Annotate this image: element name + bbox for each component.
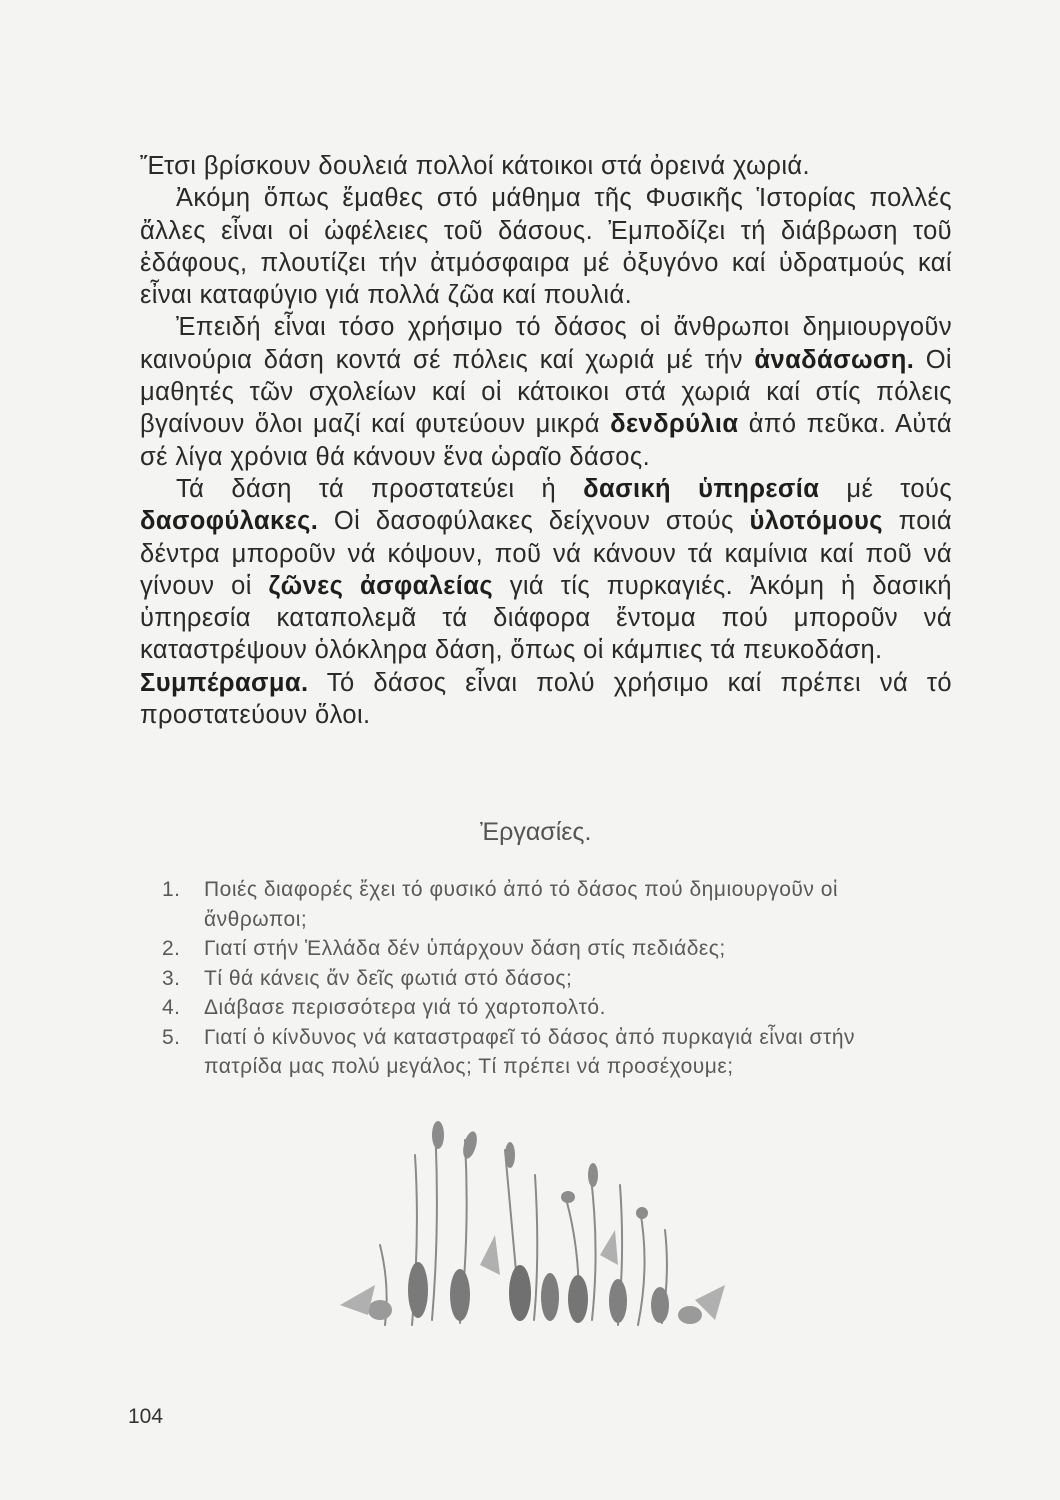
paragraph-1 <box>140 150 952 182</box>
bold-term: δασοφύλακες. <box>140 507 319 536</box>
text-run: Ἐπειδή εἶναι τόσο χρήσιμο τό δάσος οἱ ἄνθρωποι δημιουργοῦν καινούρια δάση κοντά σέ πόλεις καί χωριά μέ τήν <box>140 313 952 374</box>
text-run: Τά δάση τά προστατεύει ἡ <box>176 474 584 503</box>
bold-term: δασική ὑπηρεσία <box>583 474 820 503</box>
text-run: Τό δάσος εἶναι πολύ χρήσιμο καί πρέπει νά τό προστατεύουν ὅλοι. <box>140 668 952 730</box>
paragraph-2 <box>140 182 952 311</box>
paragraph-3 <box>140 311 952 472</box>
exercise-item: 1. Ποιές διαφορές ἔχει τό φυσικό ἀπό τό δάσος πού δημιουργοῦν οἱ ἄνθρωποι; <box>162 878 839 931</box>
body-text <box>140 150 952 731</box>
bold-term: δενδρύλια <box>610 410 739 439</box>
conclusion-paragraph <box>140 667 952 732</box>
bold-term: Συμπέρασμα. <box>140 668 309 697</box>
exercise-item: 2. Γιατί στήν Ἑλλάδα δέν ὑπάρχουν δάση στίς πεδιάδες; <box>162 937 726 960</box>
paragraph-4 <box>140 473 952 667</box>
text-run: ποιά δέντρα μποροῦν νά κόψουν, ποῦ νά κάνουν τά καμίνια καί ποῦ νά γίνουν οἱ <box>140 507 952 600</box>
exercise-item: 4. Διάβασε περισσότερα γιά τό χαρτοπολτό. <box>162 996 606 1019</box>
text-run: μέ τούς <box>819 474 953 503</box>
bold-term: ζῶνες ἀσφαλείας <box>268 571 493 600</box>
page-number: 104 <box>128 1405 164 1428</box>
text-run: Οἱ δασοφύλακες δείχνουν στούς <box>318 507 750 536</box>
reeds-illustration <box>320 1115 740 1345</box>
exercises-list <box>162 875 932 1082</box>
text-run: Οἱ μαθητές τῶν σχολείων καί οἱ κάτοικοι στά χωριά καί στίς πόλεις βγαίνουν ὅλοι μαζί καί φυτεύουν μικρά <box>140 345 952 439</box>
text-run: Ἔτσι βρίσκουν δουλειά πολλοί κάτοικοι στά ὀρεινά χωριά. <box>140 152 811 180</box>
exercise-item: 5. Γιατί ὁ κίνδυνος νά καταστραφεῖ τό δάσος ἀπό πυρκαγιά εἶναι στήν πατρίδα μας πολύ μεγάλος; Τί πρέπει νά προσέχουμε; <box>162 1025 855 1078</box>
text-run: γιά τίς πυρκαγιές. Ἀκόμη ἡ δασική ὑπηρεσία καταπολεμᾶ τά διάφορα ἔντομα πού μποροῦν νά καταστρέψουν ὁλόκληρα δάση, ὅπως οἱ κάμπιες τά πευκοδάση. <box>140 571 952 665</box>
exercises-title: Ἐργασίες. <box>480 818 592 846</box>
bold-term: ἀναδάσωση. <box>754 345 915 374</box>
text-run: Ἀκόμη ὅπως ἔμαθες στό μάθημα τῆς Φυσικῆς Ἱστορίας πολλές ἄλλες εἶναι οἱ ὠφέλειες τοῦ δάσους. Ἐμποδίζει τή διάβρωση τοῦ ἐδάφους, πλουτίζει τήν ἀτμόσφαιρα μέ ὀξυγόνο καί ὑδρατμούς καί εἶναι καταφύγιο γιά πολλά ζῶα καί πουλιά. <box>140 184 952 310</box>
bold-term: ὑλοτόμους <box>749 507 883 536</box>
text-run: ἀπό πεῦκα. Αὐτά σέ λίγα χρόνια θά κάνουν ἕνα ὡραῖο δάσος. <box>140 410 952 471</box>
exercise-item: 3. Τί θά κάνεις ἄν δεῖς φωτιά στό δάσος; <box>162 966 573 990</box>
